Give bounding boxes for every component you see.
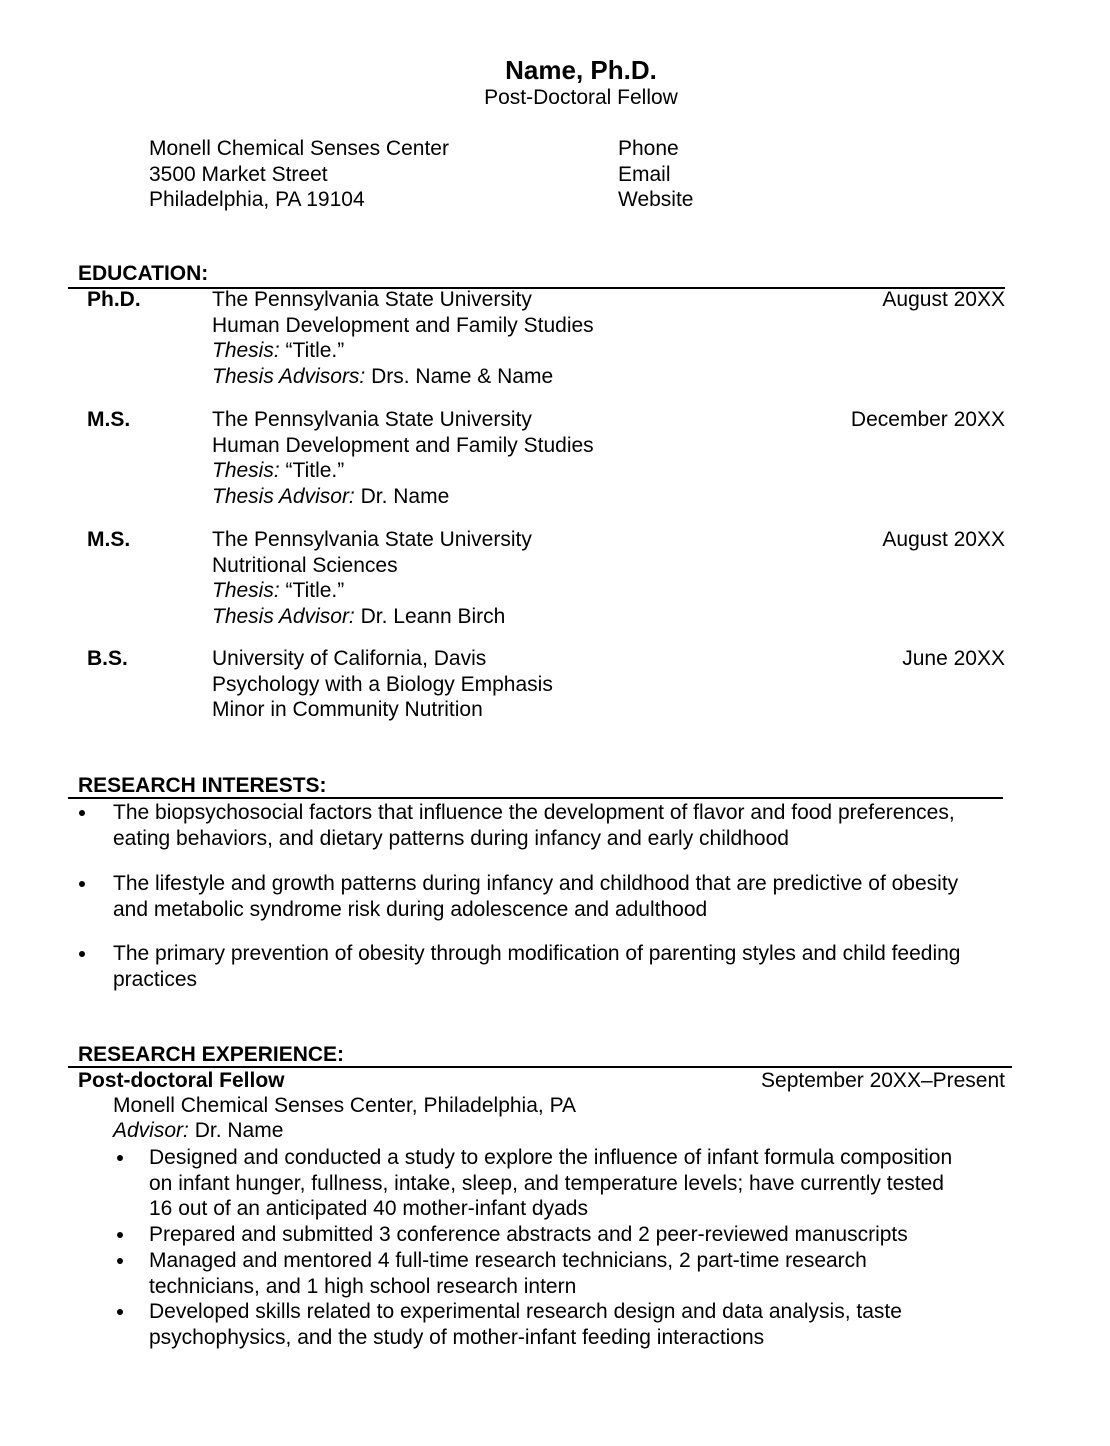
- education-line: [212, 484, 449, 510]
- line-label: Thesis Advisor:: [212, 484, 355, 508]
- advisor-label: Advisor:: [113, 1119, 189, 1142]
- experience-line: psychophysics, and the study of mother-infant feeding interactions: [149, 1325, 765, 1349]
- address-block: [149, 136, 449, 213]
- experience-line: Designed and conducted a study to explore the influence of infant formula composition: [149, 1146, 953, 1169]
- bullet-icon: [117, 1155, 123, 1161]
- line-text: “Title.”: [279, 459, 345, 482]
- education-heading: EDUCATION:: [78, 262, 209, 285]
- education-line: [212, 527, 532, 553]
- line-text: Dr. Leann Birch: [354, 604, 506, 628]
- education-line: [212, 553, 398, 579]
- degree: M.S.: [87, 408, 131, 431]
- interest-line: The primary prevention of obesity through modification of parenting styles and child feeding: [113, 942, 961, 965]
- position-title: Post-doctoral Fellow: [78, 1069, 285, 1092]
- education-line: [212, 313, 594, 339]
- bullet-icon: [117, 1309, 123, 1315]
- degree: Ph.D.: [87, 288, 141, 311]
- line-text: Minor in Community Nutrition: [212, 698, 483, 721]
- line-text: “Title.”: [279, 579, 345, 602]
- bullet-icon: [79, 810, 85, 816]
- education-line: [212, 433, 594, 459]
- line-label: Thesis:: [212, 579, 280, 602]
- degree: B.S.: [87, 647, 128, 670]
- line-label: Thesis:: [212, 459, 280, 482]
- interest-line: The biopsychosocial factors that influence the development of flavor and food preferences,: [113, 801, 955, 824]
- line-label: Thesis Advisors:: [212, 364, 366, 388]
- advisor-name: Dr. Name: [188, 1119, 284, 1142]
- contact-block: [618, 136, 693, 213]
- line-text: “Title.”: [279, 339, 345, 362]
- line-text: The Pennsylvania State University: [212, 408, 532, 431]
- degree-date: August 20XX: [882, 288, 1005, 311]
- degree-date: August 20XX: [882, 528, 1005, 551]
- position-place: Monell Chemical Senses Center, Philadelphia, PA: [113, 1094, 577, 1117]
- line-text: The Pennsylvania State University: [212, 288, 532, 311]
- address-line: Monell Chemical Senses Center: [149, 137, 449, 160]
- interest-line: and metabolic syndrome risk during adolescence and adulthood: [113, 897, 708, 921]
- website: Website: [618, 188, 694, 211]
- position-date: September 20XX–Present: [761, 1069, 1005, 1092]
- section-divider: [68, 287, 1005, 289]
- education-line: [212, 458, 344, 484]
- bullet-icon: [117, 1232, 123, 1238]
- name-heading: Name, Ph.D.: [505, 55, 657, 85]
- line-text: Nutritional Sciences: [212, 553, 398, 577]
- experience-line: technicians, and 1 high school research intern: [149, 1274, 577, 1298]
- line-text: Psychology with a Biology Emphasis: [212, 672, 553, 696]
- research-interests-heading: RESEARCH INTERESTS:: [78, 774, 327, 797]
- education-line: [212, 672, 553, 698]
- bullet-icon: [79, 881, 85, 887]
- experience-line: on infant hunger, fullness, intake, sleep, and temperature levels; have currently tested: [149, 1171, 944, 1195]
- education-line: [212, 697, 483, 723]
- education-line: [212, 287, 532, 313]
- research-experience-heading: RESEARCH EXPERIENCE:: [78, 1043, 345, 1066]
- experience-line: Managed and mentored 4 full-time research technicians, 2 part-time research: [149, 1248, 867, 1272]
- job-title: Post-Doctoral Fellow: [484, 86, 678, 109]
- education-line: [212, 338, 344, 364]
- line-text: Human Development and Family Studies: [212, 433, 594, 457]
- bullet-icon: [117, 1258, 123, 1264]
- line-text: Human Development and Family Studies: [212, 313, 594, 337]
- interest-line: eating behaviors, and dietary patterns during infancy and early childhood: [113, 826, 789, 850]
- line-text: University of California, Davis: [212, 647, 487, 670]
- education-line: [212, 646, 486, 672]
- phone: Phone: [618, 137, 679, 160]
- bullet-icon: [79, 951, 85, 957]
- degree: M.S.: [87, 528, 131, 551]
- education-line: [212, 364, 553, 390]
- education-line: [212, 604, 505, 630]
- position-advisor: [113, 1118, 283, 1144]
- experience-line: Prepared and submitted 3 conference abstracts and 2 peer-reviewed manuscripts: [149, 1223, 908, 1247]
- address-line: Philadelphia, PA 19104: [149, 188, 365, 211]
- degree-date: June 20XX: [902, 647, 1005, 670]
- email: Email: [618, 162, 671, 186]
- section-divider: [68, 797, 1003, 799]
- line-label: Thesis:: [212, 339, 280, 362]
- education-line: [212, 407, 532, 433]
- address-line: 3500 Market Street: [149, 162, 328, 186]
- degree-date: December 20XX: [850, 408, 1005, 431]
- interest-line: The lifestyle and growth patterns during infancy and childhood that are predictive of obesity: [113, 872, 959, 895]
- line-text: Dr. Name: [354, 484, 450, 508]
- education-line: [212, 578, 344, 604]
- experience-line: 16 out of an anticipated 40 mother-infant dyads: [149, 1197, 588, 1221]
- experience-line: Developed skills related to experimental research design and data analysis, taste: [149, 1300, 902, 1324]
- line-text: The Pennsylvania State University: [212, 528, 532, 551]
- line-label: Thesis Advisor:: [212, 604, 355, 628]
- interest-line: practices: [113, 967, 198, 991]
- line-text: Drs. Name & Name: [365, 364, 554, 388]
